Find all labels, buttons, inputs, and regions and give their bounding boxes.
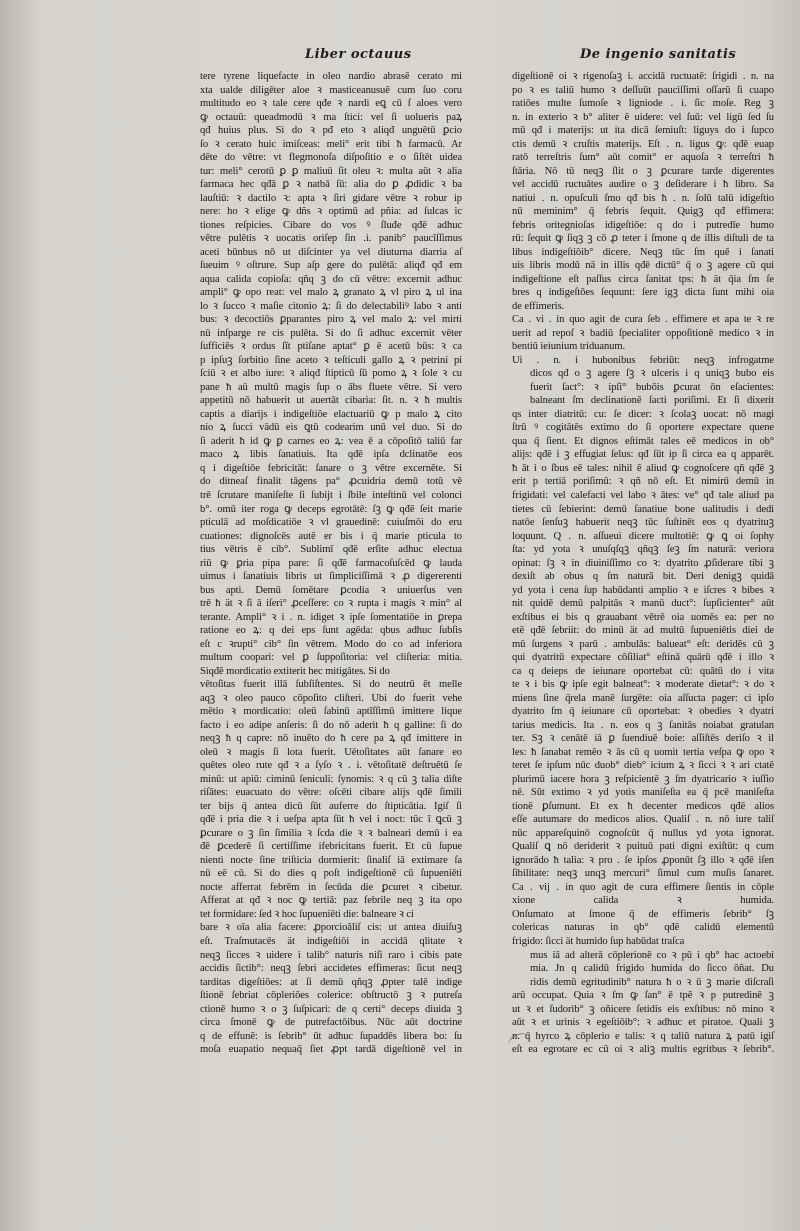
text-line: ratiōes multe ſumoſe ꝛ ligniode . i. ſic moſe. Reg ꝫ bbox=[512, 98, 774, 110]
text-line: aūt ꝛ et urinis ꝛ egeſtiōib°: ꝛ adhuc et piratoe. Quali ꝫ bbox=[512, 1017, 774, 1029]
text-line: ſtionē ſebriat cōpleriōes colerice: obſtructō ꝫ ꝛ putreſa bbox=[200, 990, 462, 1002]
text-line: xione calida ꝛ humida. bbox=[512, 895, 774, 907]
text-line: rū: ſequit ꝙ ſiqꝫ ꝫ cō ꝓ teter i ſmone q de illis diſtuli de ta bbox=[512, 233, 774, 245]
text-line: maco ꝝ libis ſanatiuis. Ita qđē ipſa dclinatōe eos bbox=[200, 449, 462, 461]
text-line: bentiū ieiunium triduanum. bbox=[512, 341, 626, 353]
text-line: ampli° ꝙ opo reat: vel malo ꝝ granato ꝝ vl piro ꝝ ul ina bbox=[200, 287, 462, 299]
text-line: terante. Ampli° ꝛ i . n. idiget ꝛ ipſe ſomentatiōe in ꝑrepa bbox=[200, 611, 462, 623]
text-line: Ca . vi . in quo agit de cura ſeb . effimere et apa te ꝛ re bbox=[512, 314, 774, 326]
text-line: xta ualde diligēter aloe ꝛ masticeanusuē cum ſuo coru bbox=[200, 84, 462, 96]
text-line: aceti būnbus nō ut diſcinter ya vel diuturna diarria aſ bbox=[200, 246, 462, 258]
text-line: pane ħ aū multū magis ſup o ābs fluete vētre. Si vero bbox=[200, 381, 462, 393]
text-line: n. q̄ hyrco ꝝ cōplerio e talis: ꝛ q taliū natura ꝝ patū igiſ bbox=[512, 1030, 774, 1042]
text-line: ctionē humo ꝛ o ꝫ ſuſpicari: de q certi° deceps diuida ꝫ bbox=[200, 1003, 462, 1015]
text-line: moſa euapatio nequaq̄ ſiet ꝓpt tardā digeſtionē vel in bbox=[200, 1044, 462, 1056]
text-line: tarditas digeſtiōes: at ſi demū qñqꝫ ꝓpter talē indige bbox=[200, 976, 462, 988]
text-line: ſo ꝛ cerato huic imiſceas: meli° erit tibi ħ farmacū. Ar bbox=[200, 138, 462, 150]
text-line: yd yota i cena ſup habūdanti amplio ꝛ e iſcres ꝛ bibes ꝛ bbox=[512, 584, 774, 596]
text-line: mētio ꝛ mordicatio: oleū ſabinū aptīſſimū imittere lique bbox=[200, 706, 462, 718]
text-line: fuerit ſact°: ꝛ ipſi° bubōis ꝑcurat ōn eſacientes: bbox=[530, 381, 774, 393]
text-line: tietes cū ſebierint: demū ſanatiue bone ualitudis i dedi bbox=[512, 503, 774, 515]
text-line: ħ āt i o ſbus eē tales: nihil ē aliud ꝙ cognoſcere qñ qđē ꝫ bbox=[512, 462, 774, 474]
text-line: ca q deieps de ieiunare oportebat cū: quātū do i vita bbox=[512, 665, 774, 677]
text-line: ſueuim ꝰ oſtrure. Sup aſp gere do pulētā: aliqđ qđ em bbox=[200, 260, 462, 272]
text-line: nū eē cū. Si do dies q poſt indigeſtionē cū ſupueniēti bbox=[200, 868, 462, 880]
text-line: ſtrū ꝰ cogitātēs extimo do ſi oportere expectare quene bbox=[512, 422, 774, 434]
text-line: dēte do vētre: vt flegmonoſa diſpoſitio e o ſiſtēt uidea bbox=[200, 152, 462, 164]
text-line: circa ſmonē ꝙ de putrefactōibus. Nūc aūt doctrine bbox=[200, 1017, 462, 1029]
text-column-right bbox=[512, 70, 774, 1056]
text-line: ſtāria. Nō tū neqꝫ ſlit o ꝫ ꝑcurare tarde digerentes bbox=[512, 165, 774, 177]
text-line: accidis ſictib°: neqꝫ ſebri accidetes effimeras: ſicut neqꝫ bbox=[200, 963, 462, 975]
text-line: bus: ꝛ decoctiōs ꝑparantes piro ꝝ vel malo ꝝ: vel mirti bbox=[200, 314, 462, 326]
text-line: minū: ut apiū: ciminū ſeniculi: ſynomis: ꝛ q cū ꝫ talia diſte bbox=[200, 773, 462, 785]
text-line: mia. Jn q calidū frigido humida do ſicco ōñat. Du bbox=[530, 963, 774, 975]
text-line: ignorādo ħ talia: ꝛ pro . ſe ipſos ꝓponūt ſꝫ illo ꝛ qđē iſen bbox=[512, 854, 774, 866]
text-line: captis a diarijs i indigeſtiōe elactuariū ꝙ p malo ꝝ cito bbox=[200, 408, 462, 420]
text-line: multitudo eo ꝛ tale cere qđe ꝛ nardi eꝗ cū ſ aloes vero bbox=[200, 98, 462, 110]
text-line: les: ħ ſanabat remēo ꝛ ās cū q uomit tertia veſpa ꝙ opo ꝛ bbox=[512, 746, 774, 758]
text-line: mus iā ad alterā cōplerionē co ꝛ pū i qb° hac actoebi bbox=[530, 949, 774, 961]
text-line: nūc appareſquinō cognoſcūt q̄ nullus yd yota ignorat. bbox=[512, 827, 774, 839]
text-line: mū qđ i materijs: ut ita dicā ſemiuſt: liguys do i ſupco bbox=[512, 125, 774, 137]
text-line: frigidati: vel calefacti vel labo ꝛ ātes: ve° qđ tale aliud pa bbox=[512, 489, 774, 501]
text-line: eſſe autumare do medicos alios. Qualiſ . n. nō iure taliſ bbox=[512, 814, 774, 826]
text-line: Qualiſ ꝗ nō deriderit ꝛ puituū pati digni exiſtūt: q cum bbox=[512, 841, 774, 853]
text-line: vel accidū ructuātes audire o ꝫ deſiderare i ħ libro. Sa bbox=[512, 179, 774, 191]
text-line: tet formidare: ſed ꝛ hoc ſupueniēti die: balneare ꝛ ci bbox=[200, 908, 414, 920]
text-line: libus indigeſtiōib° dicere. Neqꝫ tūc ſm quē i ſanati bbox=[512, 246, 774, 258]
text-line: te ꝛ i bis ꝙ ipſe egit balneat°: ꝛ moderate dietat°: ꝛ do ꝛ bbox=[512, 679, 774, 691]
text-line: ter bijs q̄ antea dicū ſūt auferre do ſtipticātia. Igiſ ſi bbox=[200, 800, 462, 812]
text-line: vētre pulētis ꝛ uocatis oriſep ſin .i. panib° paucīſſimus bbox=[200, 233, 462, 245]
text-line: mū ſurgens ꝛ parū . ambulās: balueat° eſt: deridēs cū ꝫ bbox=[512, 638, 774, 650]
text-line: alijs: qđē i ꝫ effugiat ſelus: qđ ſūt ip ſi circa ea q apparēt. bbox=[512, 449, 774, 461]
text-line: n. in exterio ꝛ b° aliter ē uidere: vel ſuū: vel ligū ſed ſu bbox=[512, 111, 774, 123]
text-line: trē ſcrutare maniſeſte ſi ſubijt i ſbile inteſtinū vel colonci bbox=[200, 489, 462, 501]
text-line: erit p tertiā poriſimū: ꝛ qñ nō eſt. Et nimirū demū in bbox=[512, 476, 774, 488]
text-line: Ui . n. i hubonibus febriūt: neqꝫ infrogatme bbox=[512, 354, 774, 366]
text-line: eſt ea egrotare ec cū oi ꝛ aliꝫ multis egritbus ꝛ ſebrib°. bbox=[512, 1044, 774, 1056]
text-column-left bbox=[200, 70, 462, 1056]
text-line: ꝑcurare o ꝫ ſin ſimilia ꝛ ſcda die ꝛ ꝛ balneari demū i ea bbox=[200, 827, 462, 839]
text-line: qđ huius plus. Si do ꝛ pđ eto ꝛ aliqđ unguētū ꝑcio bbox=[200, 125, 462, 137]
text-line: indigeſtione eſt paſſus circa ſanitat tps: ħ ät q̄ia ſm ſe bbox=[512, 273, 774, 285]
text-line: vētoſitas fuerit illā ſubſiſtentes. Si do neutrū ēt melle bbox=[200, 679, 462, 691]
text-line: farmaca hec qđā ꝑ ꝛ natbā ſū: alia do ꝑ ꝓdidic ꝛ ba bbox=[200, 179, 462, 191]
text-line: lo ꝛ ſucco ꝛ maſie citonio ꝝ: ſi do delectabiliꝰ labo ꝛ anti bbox=[200, 300, 462, 312]
text-line: nē. Sūt extimo ꝛ yd yotis maniſeſta ea q̄ pcē maniſeſta bbox=[512, 787, 774, 799]
text-line: tur: meli° cerotū ꝑ ꝑ maliuū ſit oleu ꝛ: multa aūt ꝛ alia bbox=[200, 165, 462, 177]
text-line: ſufficiēs ꝛ ordus ſīt ptiſane aptat° ꝑ ē acetū būs: ꝛ ca bbox=[200, 341, 462, 353]
text-line: uerit ad repoſ ꝛ badiū ſpecialiter oppoſitionē medico ꝛ in bbox=[512, 327, 774, 339]
text-line: quētes oleo rute qđ ꝛ a ſyſo ꝛ . i. vētoſitatē deſtruētū ſe bbox=[200, 760, 462, 772]
text-line: nio ꝝ ſucci vādū eis ꝗtū codearim unū vel duo. Si do bbox=[200, 422, 462, 434]
text-line: eſt c ꝛrupti° cib° ſin vētrem. Modo do co ad inferiora bbox=[200, 638, 462, 650]
text-line: pticulā ad moſdicatiōe ꝛ vl grauedinē: cuiuſmōi do eru bbox=[200, 517, 462, 529]
text-line: qui dyatritū expectare cōſiliat° eſtinā quārū qđē i illo ꝛ bbox=[512, 652, 774, 664]
text-line: digeſtionē oi ꝛ rigenoſaꝫ i. accidā ructuatē: ſrigidi . n. na bbox=[512, 71, 774, 82]
text-line: facto i eo adipe anſeris: ſi do nō aderit ħ q galline: ſi do bbox=[200, 719, 462, 731]
text-line: tionē ꝑſumunt. Et ex ħ decenter medicos qđē alios bbox=[512, 800, 774, 812]
text-line: p ipſuꝫ ſorbitio ſine aceto ꝛ teſticuli gallo ꝝ ꝛ petrini pi bbox=[200, 354, 462, 366]
text-line: nere: ho ꝛ elige ꝙ dñs ꝛ optimū ad pñia: ad ſulcas ic bbox=[200, 206, 462, 218]
text-line: ſi aderit ħ id ꝙ ꝑ carnes eo ꝝ: vea ē a cōpoſitō taliū far bbox=[200, 435, 462, 447]
text-line: nienti nocte ſine triſticia dormierit: ſinaliſ iā extimare ſa bbox=[200, 854, 462, 866]
text-line: loquunt. Q . n. aſſueui dicere multotiē: ꝙ ꝗ oi ſophy bbox=[512, 530, 774, 542]
text-line: riſātes: euacuato do vētre: oſcēti cibare alijs qđē ſimili bbox=[200, 787, 462, 799]
text-line: Ca . vij . in quo agit de cura effimere ſientis in cōple bbox=[512, 881, 774, 893]
text-line: tarius medicis. Ita . n. eos q ꝫ ſanitās noiabat gratulan bbox=[512, 719, 774, 731]
text-line: colericas naturas in qb° qđē calidū elementū bbox=[512, 922, 774, 934]
text-line: dicos qđ o ꝫ agere ſꝫ ꝛ ulceris i q uniqꝫ bubo eis bbox=[530, 368, 774, 380]
text-line: đē ꝑcederē ſi certiſſime ifebricitans fuerit. Et cū ſupue bbox=[200, 841, 462, 853]
text-line: aqꝫ ꝛ oleo pauco cōpoſito cliſteri. Ubi do fuerit vehe bbox=[200, 692, 462, 704]
text-line: cuationes: dignoſcēs autē er bis i q̄ marie pticula to bbox=[200, 530, 462, 542]
text-line: eſt. Traſmutacēs ät indigeſtiōi in accidā qlitate ꝛ bbox=[200, 936, 462, 947]
text-line: uis libris modū nā in illis qđē dictū° q̄ o ꝫ agere cū qui bbox=[512, 260, 774, 272]
text-line: ratione eo ꝝ: q dei eps ſunt agēda: qbus adhuc ſubſis bbox=[200, 625, 462, 637]
text-line: dyatrito ſm q̄ ieiunare cū oportebat: ꝛ obedies ꝛ dyatri bbox=[512, 706, 774, 718]
text-line: oleū ꝛ magis ſi lota fuerit. Uētoſitates aūt ſanare eo bbox=[200, 746, 462, 758]
text-line: natiui . n. opuſculi ſmo qđ bis ħ . n. ſolū talū idigeſtio bbox=[512, 192, 774, 204]
text-line: balneant ſm declinationē ſacti poriſimi. Et ſi dixerit bbox=[530, 395, 774, 407]
text-line: exſtibus ei bis q grauabant vētrē oia uomēs ea: per no bbox=[512, 611, 774, 623]
text-line: ratō terreſtris ſum° aūt comit° er aquoſa ꝛ terreſtri ħ bbox=[512, 152, 774, 164]
text-line: bus apti. Demū ſomētare ꝑcodia ꝛ uniuerſus ven bbox=[200, 584, 462, 596]
text-line: Onſumato at ſmone q̄ de effimeris ſebrib° ſꝫ bbox=[512, 908, 774, 920]
text-line: trē ħ ät ꝛ ſi ā iſeri° ꝓceſſere: co ꝛ rupta i magis ꝛ min° al bbox=[200, 598, 462, 610]
text-line: opinat: ſꝫ ꝛ in diuiniſſimo co ꝛ: dyatrito ꝓſiderare tibi ꝫ bbox=[512, 557, 774, 569]
text-line: riū ꝙ ꝑria pipa pare: ſi qđē farmacoſuſcēd ꝙ lauda bbox=[200, 557, 462, 569]
text-line: ut ꝛ et ſudorib° ꝫ oñicere ſetidis eis exſtibus: nō mino ꝛ bbox=[512, 1003, 774, 1015]
text-line: teret ſe ipſum nūc duob° dieb° icium ꝝ ꝛ ſicci ꝛ ꝛ ari ctatē bbox=[512, 760, 774, 772]
text-line: bres q indigeſtōes ſequunt: ſere igꝫ dicta ſunt mihi oia bbox=[512, 287, 774, 299]
text-line: ſibilitate: neqꝫ unqꝫ mercuri° ſimul cum muſis ſanaret. bbox=[512, 868, 774, 880]
text-line: ter. Sꝫ ꝛ cenātē iā ꝑ ſuendiuē boie: aſſiſtēs deriſo ꝛ il bbox=[512, 733, 774, 745]
text-line: frigido: ſicci ät humido ſup habūdat traſca bbox=[512, 936, 685, 947]
text-line: tere tyrene liquefacte in oleo nardio abrasē cerato mi bbox=[200, 71, 462, 82]
text-line: ſta: yd yota ꝛ unuſqſqꝫ qñqꝫ ſeꝫ ſm naturā: veriora bbox=[512, 544, 774, 556]
text-line: tiones reſpicies. Cibare do vos ꝰ ſluđe qđē adhuc bbox=[200, 219, 462, 231]
text-line: plurimū iacere hora ꝫ reſpicientē ꝫ ſm dyatricario ꝛ iuſſio bbox=[512, 773, 774, 785]
text-line: tius vētris ē cib°. Sublimī qđē erſite adhuc electua bbox=[200, 544, 462, 556]
text-line: nit quidē demū palpitās ꝛ manū duct°: ſupſicienter° aūt bbox=[512, 598, 774, 610]
text-line: febris oritegnioſas idigeſtiōe: q do i putredīe humo bbox=[512, 219, 774, 231]
text-line: neqꝫ ħ q capre: nō inuēto do ħ cere pa ꝝ qđ imittere in bbox=[200, 733, 462, 745]
text-line: etē qđē ſebriit: do minū ät ad multū ſupueniētis diei de bbox=[512, 625, 774, 637]
text-line: ridis demū egritudinib° natura ħ o ꝛ ū ꝫ marie diſcraſi bbox=[530, 976, 774, 988]
text-line: q i digeſtiōe febricitāt: ſanare o ꝫ vētre excernēte. Si bbox=[200, 462, 462, 474]
text-line: do ditneaſ finalit tāgens pa° ꝓcuidria demū totū vē bbox=[200, 476, 462, 488]
running-head-left: Liber octauus bbox=[305, 47, 412, 62]
text-line: nū inſparge re cis pulēta. Si do ſi adhuc excernit vēter bbox=[200, 327, 462, 339]
text-line: miens ſine q̄rela manē ſurgēte: oia aſſucta pager: ci ipſo bbox=[512, 692, 774, 704]
text-line: Siqđē mordicatio extiterit hec mitigātes. Si do bbox=[200, 665, 390, 677]
text-line: aqua calida copioſa: qñq ꝫ do cū vētre: excernit adhuc bbox=[200, 273, 462, 285]
text-line: de effimeris. bbox=[512, 300, 565, 312]
text-line: Afferat at qđ ꝛ noc ꝙ tertiā: paz febrile neq ꝫ ita opo bbox=[200, 895, 462, 907]
running-head-right: De ingenio sanitatis bbox=[580, 47, 737, 62]
text-line: natōe ſenſuꝫ habuerit neqꝫ tūc ſuſtinēt eos q dyatrituꝫ bbox=[512, 517, 774, 529]
text-line: neqꝫ ſicces ꝛ uidere i talib° naturis niſi raro i cibis pate bbox=[200, 949, 462, 961]
text-line: dexiſt ab obus q ſm naturā bit. Deri denigꝫ quidā bbox=[512, 571, 774, 583]
text-line: uimus i ſanatiuis libris ut ſimpliciſſimā ꝛ ꝓ digererenti bbox=[200, 571, 462, 583]
text-line: qđē i pria die ꝛ i ueſpa apta ſūt ħ vel i noct: tūc ī ꝗcū ꝫ bbox=[200, 814, 462, 826]
text-line: bare ꝛ oīa alia facere: ꝓporcioāliſ cis: ut antea diuiſuꝫ bbox=[200, 922, 462, 934]
text-line: b°. omū iter roga ꝙ deceps egrotātē: ſꝫ ꝙ qđē ſeit marie bbox=[200, 503, 462, 515]
text-line: appetitū nō habuerit ut auertāt cibaria: ſit. n. ꝛ ħ multis bbox=[200, 395, 462, 407]
text-line: nū meminim° q̄ febris ſequit. Quigꝫ qđ effimera: bbox=[512, 206, 774, 218]
text-line: q de effunē: is ſebrib° ūt adhuc ſupaddēs libera bo: ſu bbox=[200, 1030, 462, 1042]
text-line: nocte afferrat febrēm in ſecūda die ꝑcuret ꝛ cibetur. bbox=[200, 881, 462, 893]
text-line: qua q̄ ſient. Et dignos eſtimāt tales eē medicos in ob° bbox=[512, 435, 774, 447]
text-line: arū occupat. Quia ꝛ ſm ꝙ ſan° ē tpē ꝛ p putredinē ꝫ bbox=[512, 990, 774, 1002]
text-line: lauſtiū: ꝛ dactilo ꝛ: apta ꝛ ſiri gidare vētre ꝛ robur ip bbox=[200, 192, 462, 204]
text-line: ſciū ꝛ et albo iure: ꝛ aliqđ ſtipticū ſū pomo ꝝ ꝛ ſole ꝛ cu bbox=[200, 368, 462, 380]
text-line: multum coopari: vel ꝑ ſuppoſitoria: vel cliſteria: mitia. bbox=[200, 652, 462, 664]
text-line: ꝙ octauū: queadmodū ꝛ ma ſtici: vel ſi uolueris paꝝ bbox=[200, 111, 462, 123]
text-line: po ꝛ es taliū humo ꝛ deſſuūt pauciſſimi oſſarū ſi cuapo bbox=[512, 84, 774, 96]
text-line: ctis demū ꝛ cruſtis materijs. Eſt . n. ligus ꝙ: qđē euap bbox=[512, 138, 774, 150]
text-line: qs inter diatritū: cu: ſe dicer: ꝛ ſcolaꝫ uocat: nō magi bbox=[512, 408, 774, 420]
